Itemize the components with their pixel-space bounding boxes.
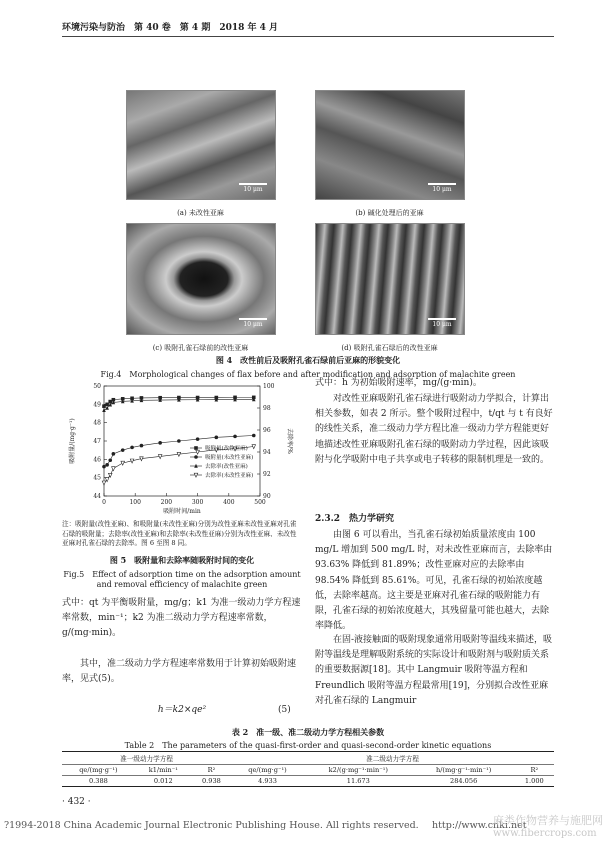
scale-bar: 10 μm — [428, 183, 456, 193]
table-group-1: 准一级动力学方程 — [120, 755, 173, 763]
equation-5: h＝k2×qe² — [157, 705, 207, 715]
y2-axis-label: 去除率/% — [286, 428, 293, 454]
right-paragraph-0: 式中：h 为初始吸附速率，mg/(g·min)。 — [315, 378, 482, 388]
data-point — [112, 467, 116, 471]
table-header: k2/(g·mg⁻¹·min⁻¹) — [328, 766, 388, 774]
data-point — [140, 444, 144, 448]
figure-5-caption-en-2: and removal efficiency of malachite green — [96, 580, 268, 589]
scale-bar: 10 μm — [428, 318, 456, 328]
figure-5-caption: 图 5 吸附量和去除率随吸附时间的变化 — [109, 555, 255, 565]
y2-tick-label: 98 — [263, 405, 271, 412]
table-2-caption: 表 2 准一级、准二级动力学方程相关参数 — [231, 727, 385, 737]
data-point — [252, 434, 256, 438]
table-cell: 11.673 — [346, 777, 370, 785]
sem-image-d — [315, 223, 465, 335]
left-paragraph-2: 其中，准二级动力学方程速率常数用于计算初始吸附速率，见式(5)。 — [62, 659, 297, 685]
figure-4-caption: 图 4 改性前后及吸附孔雀石绿前后亚麻的形貌变化 — [215, 355, 401, 365]
y-tick-label: 48 — [93, 419, 101, 427]
y-tick-label: 50 — [93, 383, 101, 390]
table-header: h/(mg·g⁻¹·min⁻¹) — [435, 766, 492, 774]
right-paragraph-3: 在固-液接触面的吸附现象通常用吸附等温线来描述，吸附等温线是理解吸附系统的实际设计和吸附剂与吸附质关系的重要数据源[18]。其中 Langmuir 吸附等温方程和 Freundlich 吸附等温方程最常用[19]，分别拟合改性亚麻对孔雀石绿的 Langmuir — [315, 635, 553, 706]
table-2-caption-en: Table 2 The parameters of the quasi-first-order and quasi-second-order kinetic equations — [124, 741, 492, 750]
data-point — [102, 481, 106, 485]
figure-4-caption-en: Fig.4 Morphological changes of flax before and after modification and adsorption of malachite green — [100, 370, 516, 379]
y-tick-label: 44 — [93, 493, 101, 500]
data-point — [196, 437, 200, 441]
figure-5-note: 注：吸附量(改性亚麻)、和吸附量(未改性亚麻)分别为改性亚麻未改性亚麻对孔雀石绿的吸附量；去除率(改性亚麻)和去除率(未改性亚麻)分别为改性亚麻、未改性亚麻对孔雀石绿的去除率。图 6 至图 8 同。 — [62, 520, 297, 547]
legend-label: 去除率(改性亚麻) — [205, 464, 248, 470]
equation-5-number: (5) — [278, 705, 291, 715]
table-header: qe/(mg·g⁻¹) — [79, 766, 118, 774]
y-axis-label: 吸附量/(mg·g⁻¹) — [69, 418, 76, 464]
table-header: k1/min⁻¹ — [148, 766, 178, 774]
data-point — [177, 439, 181, 443]
y2-tick-label: 92 — [263, 471, 271, 478]
panel-caption-b: (b) 碱化处理后的亚麻 — [355, 209, 424, 217]
y2-tick-label: 100 — [263, 383, 275, 390]
legend-label: 吸附量(未改性亚麻) — [205, 455, 254, 461]
copyright-line: ?1994-2018 China Academic Journal Electronic Publishing House. All rights reserved. — [4, 820, 419, 831]
data-point — [233, 435, 237, 439]
y-tick-label: 46 — [93, 456, 101, 464]
plot-frame — [104, 386, 260, 496]
legend-marker — [194, 455, 198, 459]
data-point — [102, 404, 106, 408]
table-group-2: 准二级动力学方程 — [366, 755, 419, 763]
cnki-link[interactable]: http://www.cnki.net — [432, 820, 527, 831]
table-row — [62, 776, 554, 787]
running-header: 环境污染与防治 第 40 卷 第 4 期 2018 年 4 月 — [62, 23, 279, 33]
y-tick-label: 49 — [93, 401, 101, 409]
right-paragraph-1: 对改性亚麻吸附孔雀石绿进行吸附动力学拟合，计算出相关参数，如表 2 所示。整个吸附过程中，t/qt 与 t 有良好的线性关系，准二级动力学方程比准一级动力学方程能更好地描述改性亚麻吸附孔雀石绿的吸附动力学过程，因此该吸附与化学吸附中电子共享或电子转移的限制机理是一致的。 — [315, 394, 553, 465]
panel-caption-a: (a) 未改性亚麻 — [177, 209, 224, 217]
y2-tick-label: 96 — [263, 427, 271, 434]
table-cell: 0.012 — [153, 777, 173, 785]
scale-bar: 10 μm — [239, 318, 267, 328]
x-tick-label: 500 — [254, 499, 266, 506]
data-point — [121, 461, 125, 465]
table-cell: 0.938 — [201, 777, 221, 785]
header-rule — [62, 36, 554, 37]
data-point — [102, 465, 106, 469]
x-axis-label: 吸附时间/min — [163, 508, 201, 515]
legend-marker — [194, 446, 198, 450]
watermark-url: www.fibercrops.com — [493, 828, 597, 839]
legend-label: 去除率(未改性亚麻) — [205, 473, 254, 479]
data-point — [105, 403, 109, 407]
table-cell: 1.000 — [524, 777, 544, 785]
x-tick-label: 100 — [129, 499, 141, 506]
x-tick-label: 400 — [223, 499, 235, 506]
y-tick-label: 47 — [93, 438, 101, 445]
left-paragraph-1: 式中：qt 为平衡吸附量，mg/g；k1 为准一级动力学方程速率常数，min⁻¹；k2 为准二级动力学方程速率常数，g/(mg·min)。 — [62, 598, 301, 639]
data-point — [102, 408, 106, 412]
legend-label: 吸附量(改性亚麻) — [205, 446, 248, 452]
table-cell: 0.388 — [88, 777, 108, 785]
section-heading-2-3-2: 2.3.2 热力学研究 — [315, 514, 395, 524]
page-number: · 432 · — [62, 797, 91, 807]
table-header: R² — [530, 766, 539, 774]
y2-tick-label: 94 — [263, 449, 271, 456]
scale-bar: 10 μm — [239, 183, 267, 193]
data-point — [108, 458, 112, 462]
sem-image-a — [126, 90, 276, 200]
sem-image-c — [126, 223, 276, 335]
figure-5-chart — [62, 380, 312, 516]
data-point — [158, 441, 162, 445]
table-cell: 4.933 — [258, 777, 277, 785]
panel-caption-d: (d) 吸附孔雀石绿后的改性亚麻 — [341, 344, 438, 352]
panel-caption-c: (c) 吸附孔雀石绿前的改性亚麻 — [152, 344, 249, 352]
data-point — [105, 463, 109, 467]
y2-tick-label: 90 — [263, 493, 271, 500]
figure-5-caption-en-1: Fig.5 Effect of adsorption time on the adsorption amount — [63, 570, 301, 579]
table-header: R² — [207, 766, 216, 774]
data-point — [112, 452, 116, 456]
data-point — [121, 448, 125, 452]
x-tick-label: 200 — [160, 499, 173, 506]
y-tick-label: 45 — [93, 474, 101, 482]
right-paragraph-2: 由图 6 可以看出，当孔雀石绿初始质量浓度由 100 mg/L 增加到 500 mg/L 时，对未改性亚麻而言，去除率由 93.63% 降低到 81.89%；改性亚麻对应的去除率由 98.54% 降低到 85.61%。可见，孔雀石绿的初始浓度越低，去除率越高。这主要是亚麻对孔雀石绿的吸附能力有限，孔雀石绿的初始浓度越大，其残留量可能也越大，去除率降低。 — [315, 530, 553, 632]
table-cell: 284.056 — [450, 777, 478, 785]
data-point — [130, 446, 134, 450]
x-tick-label: 300 — [191, 499, 204, 506]
x-tick-label: 0 — [102, 499, 106, 506]
table-header: qe/(mg·g⁻¹) — [248, 766, 287, 774]
table-2 — [62, 751, 554, 787]
data-point — [215, 436, 219, 440]
sem-image-b — [315, 90, 465, 200]
watermark-text: 麻类作物营养与施肥网 — [493, 814, 603, 827]
